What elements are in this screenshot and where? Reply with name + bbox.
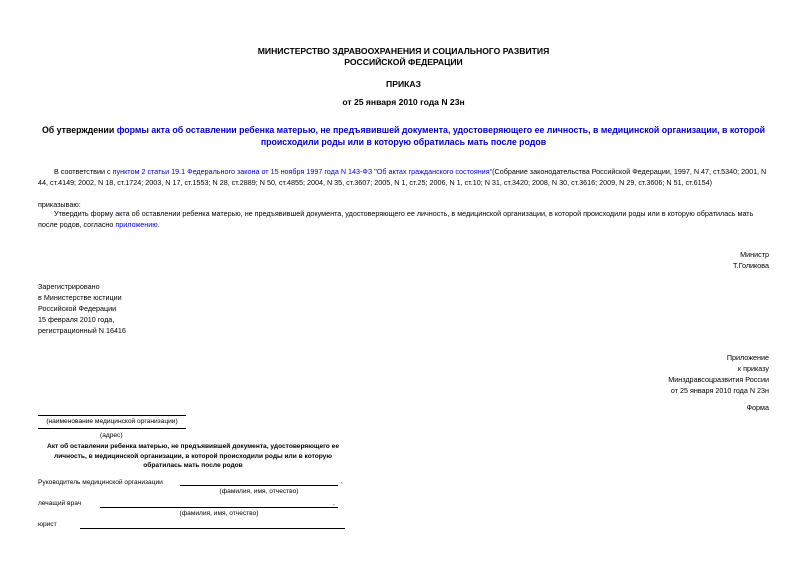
registration-line1: Зарегистрировано: [38, 282, 100, 291]
registration-line4: 15 февраля 2010 года,: [38, 315, 115, 324]
ministry-line1: МИНИСТЕРСТВО ЗДРАВООХРАНЕНИЯ И СОЦИАЛЬНОГО РАЗВИТИЯ: [257, 46, 550, 56]
appendix-link[interactable]: приложению: [115, 220, 158, 229]
head-label: Руководитель медицинской организации: [38, 479, 163, 486]
title-link[interactable]: формы акта об оставлении ребенка матерью, не предъявившей документа, удостоверяющего ее личность, в медицинской организации, в которой происходили роды или в которую обратилась мать после родов: [116, 125, 766, 147]
p1-prefix: В соответствии с: [54, 167, 113, 176]
org-name-line: [38, 415, 186, 416]
doc-date: от 25 января 2010 года N 23н: [342, 97, 465, 107]
org-caption: (наименование медицинской организации): [46, 418, 178, 425]
doctor-fio-caption: (фамилия, имя, отчество): [179, 510, 259, 517]
signature-name: Т.Голикова: [732, 261, 769, 270]
lawyer-fio-line: [80, 528, 345, 529]
act-title: Акт об оставлении ребенка матерью, не предъявившей документа, удостоверяющего ее личность, в медицинской организации, в которой происходили роды или в которую обратилась мать после родов: [47, 443, 339, 469]
head-fio-caption: (фамилия, имя, отчество): [219, 488, 299, 495]
registration-line2: в Министерстве юстиции: [38, 293, 122, 302]
body-paragraph-1: [38, 166, 768, 188]
lawyer-label: юрист: [38, 521, 57, 528]
page-title: [30, 124, 777, 148]
address-caption: (адрес): [100, 432, 123, 439]
body-paragraph-2: [38, 208, 768, 230]
doctor-label: лечащий врач: [38, 500, 82, 507]
doc-type: ПРИКАЗ: [386, 79, 421, 89]
title-prefix: Об утверждении: [41, 125, 117, 135]
signature-block: [733, 249, 769, 271]
registration-line3: Российской Федерации: [38, 304, 117, 313]
registration-block: [38, 281, 126, 336]
p2-text: Утвердить форму акта об оставлении ребенка матерью, не предъявившей документа, удостоверяющего ее личность, в медицинской организации, в которой происходили роды или в которую обратилась мать после родов, согласно: [38, 209, 754, 229]
p1-suffix: (Собрание законодательства Российской Федерации, 1997, N 47, ст.5340; 2001, N 44, ст.4149; 2002, N 18, ст.1724; 2003, N 17, ст.1553; N 28, ст.2889; N 50, ст.4855; 2004, N 35, ст.3607; 2005, N 1, ст.25; 2006, N 1, ст.10; N 31, ст.3420; 2008, N 30, ст.3616; 2009, N 29, ст.3606; N 51, ст.6154): [38, 167, 767, 187]
appendix-line2: к приказу: [737, 364, 769, 373]
appendix-line4: от 25 января 2010 года N 23н: [670, 386, 769, 395]
law-link[interactable]: пунктом 2 статьи 19.1 Федерального закона от 15 ноября 1997 года N 143-ФЗ "Об актах гражданского состояния": [112, 167, 493, 176]
doctor-fio-line: [100, 507, 338, 508]
appendix-block: [668, 352, 769, 396]
ministry-line2: РОССИЙСКОЙ ФЕДЕРАЦИИ: [344, 57, 463, 67]
form-label: Форма: [746, 403, 769, 412]
appendix-line1: Приложение: [726, 353, 769, 362]
head-comma: ,: [341, 478, 343, 485]
head-fio-line: [180, 485, 338, 486]
appendix-line3: Минздравсоцразвития России: [668, 375, 769, 384]
registration-line5: регистрационный N 16416: [38, 326, 126, 335]
p2-end: .: [157, 220, 160, 229]
address-line: [38, 428, 186, 429]
signature-title: Министр: [740, 250, 769, 259]
doctor-comma: ,: [333, 500, 335, 507]
ministry-header: [0, 46, 807, 68]
order-word: приказываю:: [38, 200, 81, 209]
